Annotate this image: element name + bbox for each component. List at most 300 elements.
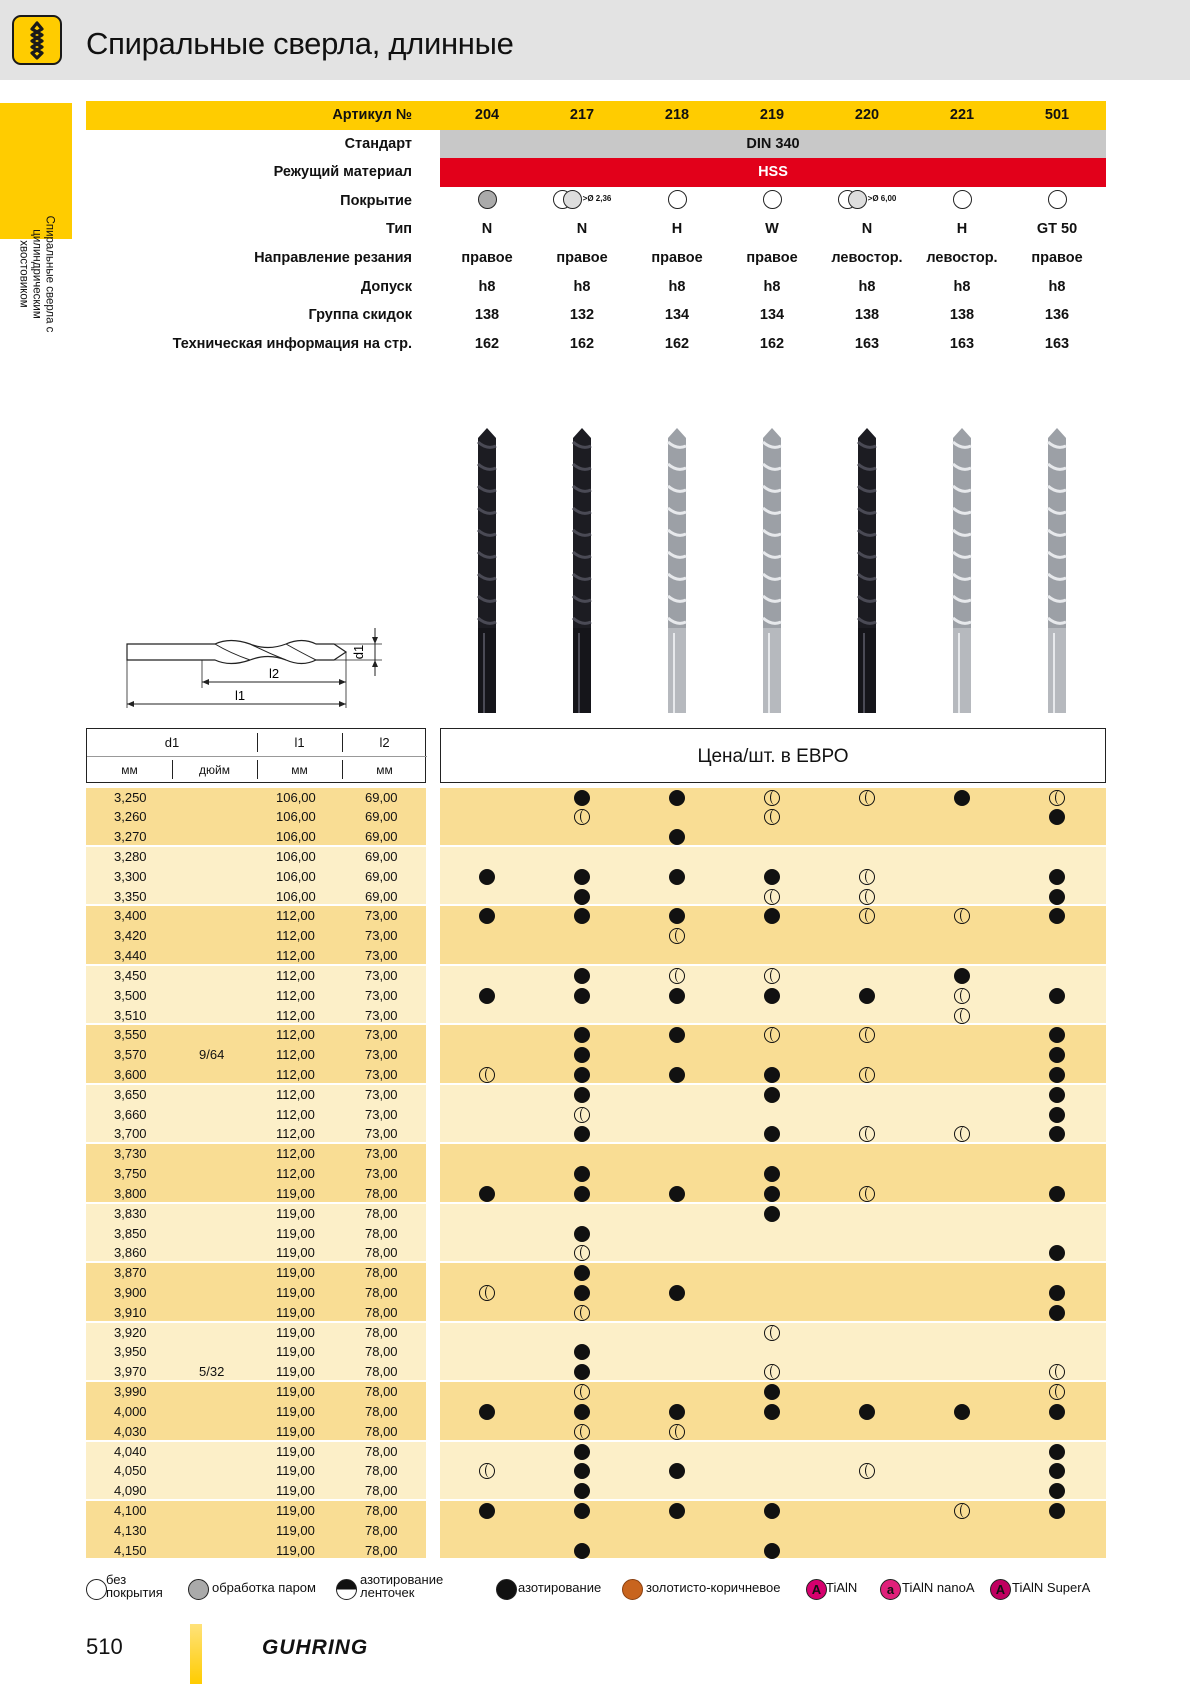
length-l1: 112,00	[276, 1007, 315, 1023]
available-on-request-icon	[1049, 790, 1065, 806]
legend-grey-icon	[188, 1579, 209, 1600]
length-l1: 106,00	[276, 848, 316, 864]
length-l2: 78,00	[365, 1304, 398, 1320]
drill-217-image	[570, 428, 594, 713]
price-group	[440, 1442, 1106, 1499]
length-l1: 119,00	[276, 1225, 315, 1241]
diameter-mm: 3,440	[114, 948, 147, 964]
length-l2: 69,00	[365, 789, 398, 805]
spec-discount_group-cell: 138	[474, 307, 500, 324]
size-group	[86, 1323, 426, 1380]
length-l1: 119,00	[276, 1265, 315, 1281]
available-on-request-icon	[574, 1245, 590, 1261]
length-l1: 112,00	[276, 1166, 315, 1182]
length-l2: 78,00	[365, 1443, 398, 1459]
length-l1: 119,00	[276, 1542, 315, 1558]
spec-type-cell: N	[576, 221, 588, 238]
length-l2: 73,00	[365, 967, 398, 983]
length-l2: 69,00	[365, 888, 398, 904]
available-stock-icon	[1049, 1503, 1065, 1519]
length-l1: 112,00	[276, 1106, 315, 1122]
spec-label: Артикул №	[332, 107, 412, 123]
price-group	[440, 847, 1106, 904]
available-stock-icon	[669, 908, 685, 924]
length-l1: 112,00	[276, 1086, 315, 1102]
legend-half-icon	[336, 1579, 357, 1600]
drill-logo-icon	[12, 15, 62, 65]
available-stock-icon	[574, 1126, 590, 1142]
spec-coating-cell	[724, 190, 820, 209]
available-on-request-icon	[764, 968, 780, 984]
table-row	[86, 887, 426, 907]
spec-direction-cell: правое	[461, 250, 513, 266]
spec-direction-cell: левостор.	[926, 250, 998, 266]
available-stock-icon	[1049, 869, 1065, 885]
legend-a-icon: a	[880, 1579, 901, 1600]
length-l1: 119,00	[276, 1324, 315, 1340]
length-l1: 112,00	[276, 908, 315, 924]
drill-501-image	[1045, 428, 1069, 713]
diameter-mm: 4,100	[114, 1503, 147, 1519]
legend-label: азотирование ленточек	[360, 1572, 444, 1600]
length-l2: 78,00	[365, 1542, 398, 1558]
price-group	[440, 1085, 1106, 1142]
spec-tech_page-cell: 163	[854, 335, 880, 352]
available-stock-icon	[1049, 1067, 1065, 1083]
length-l2: 78,00	[365, 1522, 398, 1538]
diameter-mm: 3,700	[114, 1126, 147, 1142]
spec-label: Группа скидок	[308, 307, 412, 324]
spec-discount_group-cell: 136	[1044, 307, 1070, 324]
spec-tech_page-cell: 162	[569, 335, 595, 352]
available-stock-icon	[574, 1047, 590, 1063]
available-stock-icon	[669, 829, 685, 845]
coating-note: >Ø 6,00	[867, 194, 897, 204]
spec-discount_group-cell: 134	[664, 307, 690, 324]
available-stock-icon	[574, 1087, 590, 1103]
length-l2: 73,00	[365, 1007, 398, 1023]
available-on-request-icon	[954, 1008, 970, 1024]
available-stock-icon	[1049, 1483, 1065, 1499]
diameter-mm: 3,750	[114, 1166, 147, 1182]
available-on-request-icon	[479, 1285, 495, 1301]
length-l2: 69,00	[365, 848, 398, 864]
size-table-header	[86, 728, 426, 783]
available-stock-icon	[574, 1444, 590, 1460]
available-stock-icon	[669, 1027, 685, 1043]
available-stock-icon	[669, 1285, 685, 1301]
spec-discount_group-cell: 138	[854, 307, 880, 324]
available-stock-icon	[1049, 1245, 1065, 1261]
diameter-mm: 4,130	[114, 1522, 147, 1538]
length-l1: 119,00	[276, 1483, 315, 1499]
spec-label: Направление резания	[254, 250, 412, 266]
spec-tech_page-cell: 162	[664, 335, 690, 352]
spec-articles-cell: 204	[474, 107, 500, 123]
length-l1: 119,00	[276, 1503, 315, 1519]
coating-icon	[1048, 190, 1067, 209]
available-stock-icon	[1049, 1285, 1065, 1301]
available-stock-icon	[764, 1186, 780, 1202]
page-number: 510	[86, 1634, 123, 1659]
length-l1: 119,00	[276, 1522, 315, 1538]
spec-direction-cell: правое	[1031, 250, 1083, 266]
available-on-request-icon	[669, 1424, 685, 1440]
available-stock-icon	[574, 1503, 590, 1519]
available-stock-icon	[764, 1067, 780, 1083]
available-stock-icon	[479, 1186, 495, 1202]
table-row	[86, 1382, 426, 1402]
length-l1: 106,00	[276, 888, 316, 904]
legend-A-icon: A	[806, 1579, 827, 1600]
available-on-request-icon	[764, 1325, 780, 1341]
available-stock-icon	[1049, 1186, 1065, 1202]
size-group	[86, 788, 426, 845]
page-header	[0, 0, 1190, 80]
length-l1: 112,00	[276, 948, 315, 964]
spec-label: Допуск	[360, 278, 412, 295]
size-group	[86, 1382, 426, 1439]
diameter-mm: 4,050	[114, 1463, 147, 1479]
price-group	[440, 1382, 1106, 1439]
available-on-request-icon	[954, 908, 970, 924]
available-on-request-icon	[574, 1107, 590, 1123]
available-stock-icon	[574, 1285, 590, 1301]
available-stock-icon	[764, 908, 780, 924]
available-stock-icon	[479, 1404, 495, 1420]
length-l1: 119,00	[276, 1403, 315, 1419]
available-stock-icon	[1049, 1463, 1065, 1479]
table-row	[86, 1521, 426, 1541]
available-on-request-icon	[954, 1126, 970, 1142]
spec-articles-cell: 218	[664, 107, 690, 123]
diameter-mm: 3,500	[114, 987, 147, 1003]
table-row	[86, 1501, 426, 1521]
available-stock-icon	[574, 908, 590, 924]
spec-tolerance-cell: h8	[763, 278, 781, 295]
coating-icon	[848, 190, 867, 209]
available-stock-icon	[669, 869, 685, 885]
length-l2: 73,00	[365, 1166, 398, 1182]
spec-coating-cell	[819, 190, 915, 209]
diameter-mm: 3,900	[114, 1284, 147, 1300]
spec-articles-cell: 219	[759, 107, 785, 123]
available-on-request-icon	[574, 1384, 590, 1400]
available-stock-icon	[479, 988, 495, 1004]
length-l2: 78,00	[365, 1324, 398, 1340]
spec-label: Режущий материал	[273, 164, 412, 181]
diameter-mm: 4,150	[114, 1542, 147, 1558]
length-l2: 73,00	[365, 1027, 398, 1043]
available-stock-icon	[574, 1226, 590, 1242]
length-l2: 78,00	[365, 1503, 398, 1519]
available-stock-icon	[574, 889, 590, 905]
length-l2: 78,00	[365, 1403, 398, 1419]
available-on-request-icon	[764, 1027, 780, 1043]
available-stock-icon	[669, 1067, 685, 1083]
available-on-request-icon	[859, 1126, 875, 1142]
legend-label: азотирование	[518, 1580, 602, 1595]
available-stock-icon	[1049, 889, 1065, 905]
length-l2: 69,00	[365, 868, 398, 884]
diameter-mm: 3,260	[114, 809, 147, 825]
price-group	[440, 1144, 1106, 1201]
legend-label: TiAlN nanoA	[902, 1580, 975, 1595]
spec-tolerance-cell: h8	[478, 278, 496, 295]
length-l1: 112,00	[276, 967, 315, 983]
header-mm: мм	[121, 763, 138, 777]
available-stock-icon	[574, 988, 590, 1004]
spec-label: Стандарт	[344, 135, 412, 152]
table-row	[86, 1362, 426, 1382]
table-row	[86, 966, 426, 986]
available-on-request-icon	[479, 1463, 495, 1479]
diameter-mm: 3,650	[114, 1086, 147, 1102]
available-stock-icon	[669, 1404, 685, 1420]
schema-d1-label: d1	[351, 644, 366, 660]
available-stock-icon	[1049, 1107, 1065, 1123]
price-header: Цена/шт. в ЕВРО	[440, 728, 1106, 783]
size-group	[86, 1085, 426, 1142]
available-stock-icon	[574, 1265, 590, 1281]
available-stock-icon	[669, 1463, 685, 1479]
table-row	[86, 906, 426, 926]
spec-discount_group-cell: 134	[759, 307, 785, 324]
legend-label: обработка паром	[212, 1580, 316, 1595]
spec-tech_page-cell: 162	[474, 335, 500, 352]
legend-label: золотисто-коричневое	[646, 1580, 781, 1595]
length-l1: 119,00	[276, 1245, 315, 1261]
table-row	[86, 1164, 426, 1184]
available-on-request-icon	[669, 968, 685, 984]
length-l1: 112,00	[276, 1047, 315, 1063]
length-l1: 106,00	[276, 789, 316, 805]
length-l2: 78,00	[365, 1344, 398, 1360]
table-row	[86, 1006, 426, 1026]
spec-articles-cell: 217	[569, 107, 595, 123]
length-l1: 119,00	[276, 1463, 315, 1479]
available-on-request-icon	[764, 809, 780, 825]
table-row	[86, 1045, 426, 1065]
length-l2: 78,00	[365, 1463, 398, 1479]
spec-type-cell: N	[481, 221, 493, 238]
price-group	[440, 1501, 1106, 1558]
page-title: Спиральные сверла, длинные	[86, 26, 514, 61]
diameter-mm: 3,830	[114, 1205, 147, 1221]
size-group	[86, 1025, 426, 1082]
spec-type-cell: H	[671, 221, 683, 238]
diameter-mm: 3,420	[114, 928, 147, 944]
spec-direction-cell: левостор.	[831, 250, 903, 266]
brand-logo: GUHRING	[262, 1636, 369, 1659]
diameter-mm: 3,550	[114, 1027, 147, 1043]
spec-type-cell: N	[861, 221, 873, 238]
available-stock-icon	[1049, 1126, 1065, 1142]
size-group	[86, 906, 426, 963]
available-stock-icon	[574, 1483, 590, 1499]
spec-coating-cell	[534, 190, 630, 209]
spec-discount_group-cell: 138	[949, 307, 975, 324]
available-on-request-icon	[764, 790, 780, 806]
available-stock-icon	[954, 1404, 970, 1420]
length-l1: 106,00	[276, 809, 316, 825]
spec-type-cell: W	[765, 221, 779, 238]
diameter-mm: 3,450	[114, 967, 147, 983]
available-on-request-icon	[859, 1463, 875, 1479]
table-row	[86, 867, 426, 887]
spec-direction-cell: правое	[556, 250, 608, 266]
available-on-request-icon	[859, 790, 875, 806]
length-l1: 119,00	[276, 1304, 315, 1320]
table-row	[86, 986, 426, 1006]
price-group	[440, 1323, 1106, 1380]
legend-none-icon	[86, 1579, 107, 1600]
table-row	[86, 1243, 426, 1263]
table-row	[86, 1283, 426, 1303]
spec-direction-cell: правое	[746, 250, 798, 266]
available-stock-icon	[764, 1404, 780, 1420]
available-stock-icon	[1049, 1305, 1065, 1321]
size-group	[86, 1263, 426, 1320]
spec-coating-cell	[914, 190, 1010, 209]
diameter-mm: 3,510	[114, 1007, 147, 1023]
coating-note: >Ø 2,36	[582, 194, 612, 204]
spec-articles-cell: 220	[854, 107, 880, 123]
spec-coating-cell	[439, 190, 535, 209]
available-stock-icon	[479, 1503, 495, 1519]
available-stock-icon	[1049, 1027, 1065, 1043]
diameter-mm: 3,300	[114, 868, 147, 884]
length-l1: 112,00	[276, 1126, 315, 1142]
available-stock-icon	[764, 1503, 780, 1519]
spec-type-cell: H	[956, 221, 968, 238]
available-stock-icon	[574, 1166, 590, 1182]
spec-tech_page-cell: 163	[1044, 335, 1070, 352]
diameter-mm: 3,730	[114, 1146, 147, 1162]
available-stock-icon	[574, 1364, 590, 1380]
spec-tolerance-cell: h8	[858, 278, 876, 295]
coating-icon	[478, 190, 497, 209]
standard-value: DIN 340	[746, 135, 800, 152]
diameter-inch: 9/64	[199, 1047, 225, 1063]
diameter-mm: 4,000	[114, 1403, 147, 1419]
available-on-request-icon	[1049, 1384, 1065, 1400]
table-row	[86, 847, 426, 867]
length-l2: 73,00	[365, 928, 398, 944]
length-l1: 119,00	[276, 1384, 315, 1400]
diameter-mm: 3,600	[114, 1066, 147, 1082]
spec-articles-cell: 221	[949, 107, 975, 123]
table-row	[86, 1481, 426, 1501]
drill-dimension-schema	[120, 620, 390, 710]
available-on-request-icon	[669, 928, 685, 944]
diameter-mm: 3,950	[114, 1344, 147, 1360]
length-l1: 112,00	[276, 928, 315, 944]
diameter-mm: 4,040	[114, 1443, 147, 1459]
spec-label: Покрытие	[340, 192, 412, 209]
length-l1: 119,00	[276, 1423, 315, 1439]
available-on-request-icon	[954, 988, 970, 1004]
drill-218-image	[665, 428, 689, 713]
available-stock-icon	[764, 1543, 780, 1559]
diameter-mm: 3,970	[114, 1364, 147, 1380]
available-on-request-icon	[1049, 1364, 1065, 1380]
table-row	[86, 1461, 426, 1481]
size-group	[86, 847, 426, 904]
diameter-mm: 4,090	[114, 1483, 147, 1499]
coating-icon	[763, 190, 782, 209]
size-group	[86, 1501, 426, 1558]
available-stock-icon	[574, 1186, 590, 1202]
available-stock-icon	[574, 1344, 590, 1360]
length-l2: 73,00	[365, 1066, 398, 1082]
available-on-request-icon	[764, 889, 780, 905]
table-row	[86, 807, 426, 827]
available-on-request-icon	[574, 1305, 590, 1321]
table-row	[86, 946, 426, 966]
available-stock-icon	[954, 790, 970, 806]
spec-coating-cell	[1009, 190, 1105, 209]
length-l1: 112,00	[276, 1027, 315, 1043]
material-value: HSS	[758, 164, 788, 181]
available-stock-icon	[479, 869, 495, 885]
available-on-request-icon	[574, 809, 590, 825]
table-row	[86, 1105, 426, 1125]
table-row	[86, 1541, 426, 1561]
diameter-mm: 3,570	[114, 1047, 147, 1063]
length-l2: 73,00	[365, 948, 398, 964]
available-stock-icon	[1049, 1404, 1065, 1420]
table-row	[86, 1263, 426, 1283]
length-l1: 119,00	[276, 1344, 315, 1360]
price-group	[440, 788, 1106, 845]
legend-label: TiAlN	[826, 1580, 858, 1595]
size-group	[86, 1144, 426, 1201]
table-row	[86, 1144, 426, 1164]
available-on-request-icon	[859, 869, 875, 885]
available-on-request-icon	[954, 1503, 970, 1519]
table-row	[86, 1402, 426, 1422]
spec-tech_page-cell: 163	[949, 335, 975, 352]
length-l2: 78,00	[365, 1423, 398, 1439]
spec-tolerance-cell: h8	[668, 278, 686, 295]
available-stock-icon	[669, 988, 685, 1004]
header-l1-mm: мм	[291, 763, 308, 777]
length-l1: 106,00	[276, 868, 316, 884]
length-l1: 112,00	[276, 987, 315, 1003]
legend-label: TiAlN SuperA	[1012, 1580, 1091, 1595]
drill-219-image	[760, 428, 784, 713]
length-l1: 112,00	[276, 1066, 315, 1082]
price-group	[440, 966, 1106, 1023]
diameter-mm: 3,350	[114, 888, 147, 904]
diameter-mm: 3,660	[114, 1106, 147, 1122]
table-row	[86, 1184, 426, 1204]
available-stock-icon	[764, 1087, 780, 1103]
available-stock-icon	[764, 869, 780, 885]
diameter-mm: 3,870	[114, 1265, 147, 1281]
length-l1: 112,00	[276, 1146, 315, 1162]
drill-220-image	[855, 428, 879, 713]
table-row	[86, 1422, 426, 1442]
available-on-request-icon	[859, 1027, 875, 1043]
length-l1: 119,00	[276, 1364, 315, 1380]
available-on-request-icon	[859, 889, 875, 905]
price-group	[440, 1204, 1106, 1261]
price-group	[440, 1025, 1106, 1082]
section-side-tab[interactable]	[0, 103, 72, 333]
length-l1: 119,00	[276, 1205, 315, 1221]
